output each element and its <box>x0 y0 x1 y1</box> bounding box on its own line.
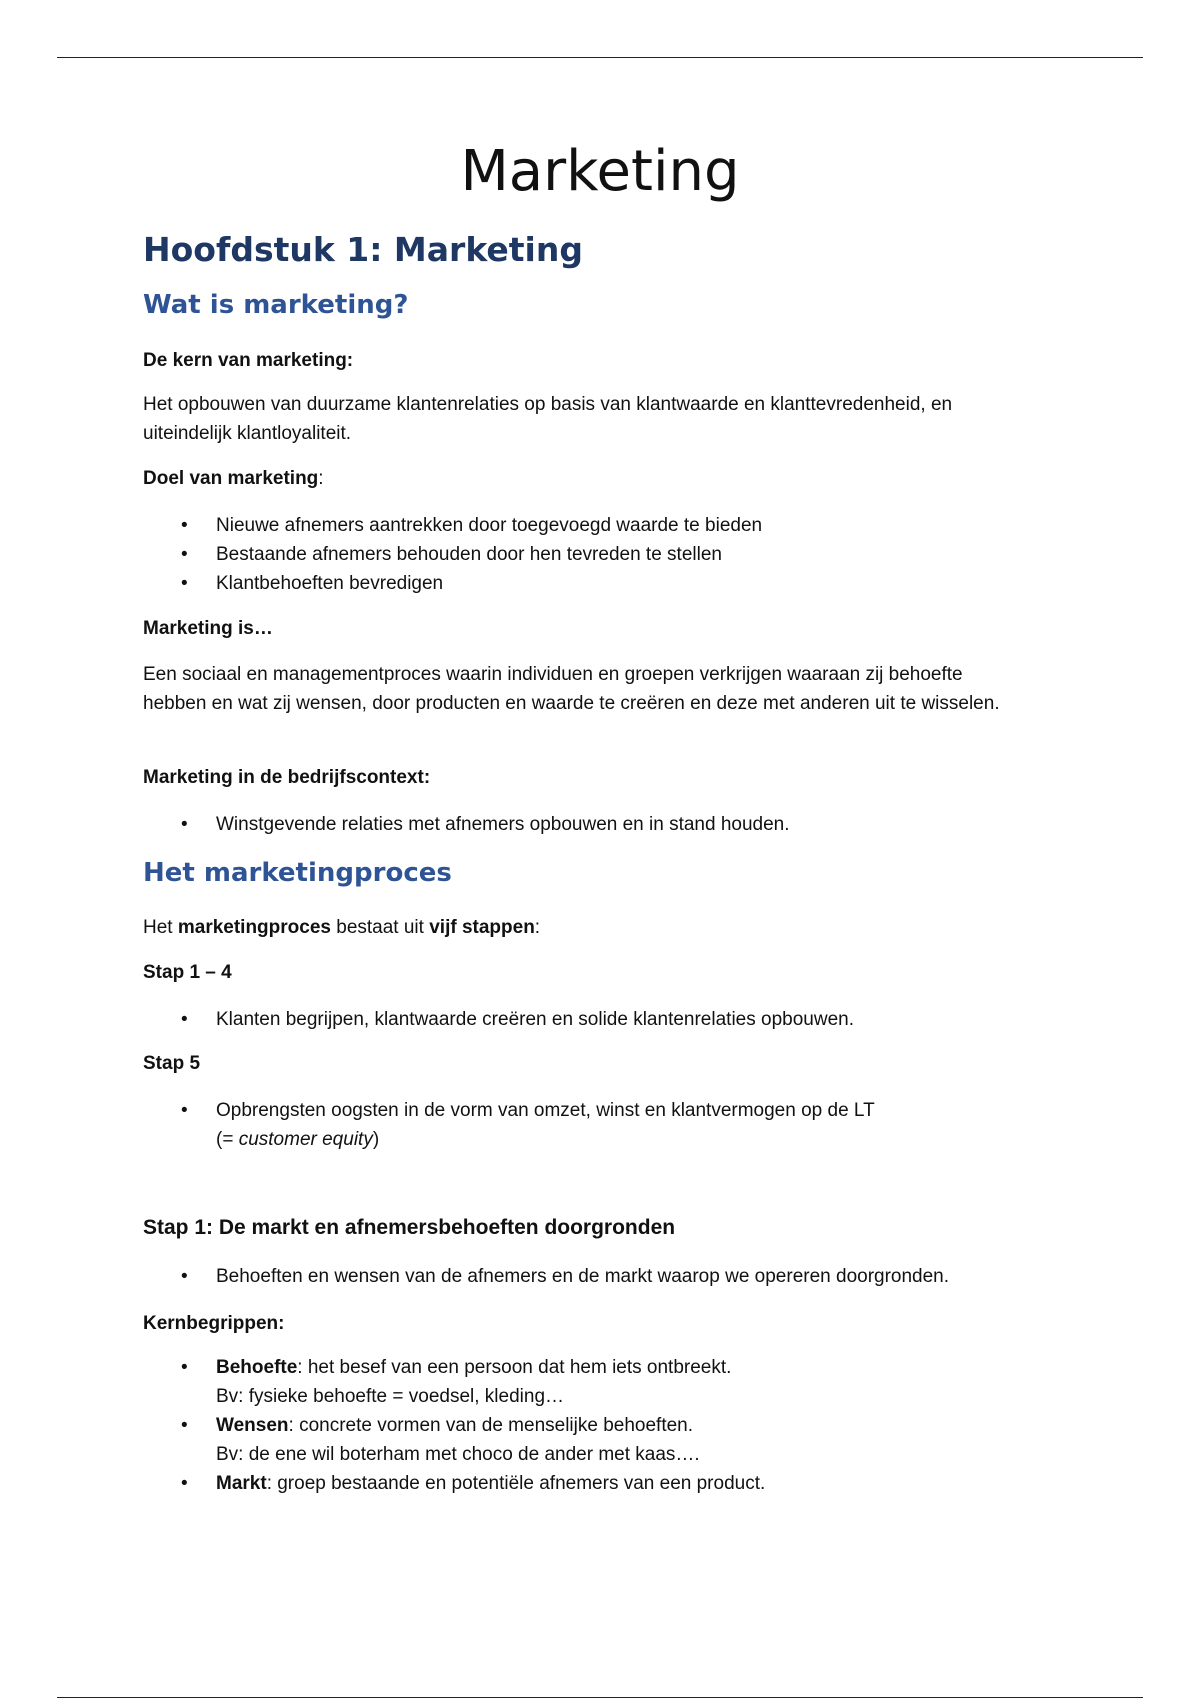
stap-1-list <box>143 1262 1023 1291</box>
bullet-icon: • <box>181 1266 188 1287</box>
bullet-icon: • <box>181 544 188 565</box>
kern-text: Het opbouwen van duurzame klantenrelaties op basis van klantwaarde en klanttevredenheid, en uiteindelijk klantloyaliteit. <box>143 394 953 444</box>
stap-1-4-list <box>143 1005 1023 1034</box>
bullet-icon: • <box>181 1009 188 1030</box>
section-heading-wat-is-marketing: Wat is marketing? <box>143 290 409 320</box>
list-item: • Winstgevende relaties met afnemers opbouwen en in stand houden. <box>143 810 1023 839</box>
marketing-is-label: Marketing is… <box>143 618 273 639</box>
chapter-heading: Hoofdstuk 1: Marketing <box>143 230 583 269</box>
bullet-icon: • <box>181 1473 188 1494</box>
list-item: • Opbrengsten oogsten in de vorm van omzet, winst en klantvermogen op de LT (= customer equity) <box>143 1096 1023 1154</box>
bullet-icon: • <box>181 1357 188 1378</box>
list-item: • Bestaande afnemers behouden door hen tevreden te stellen <box>143 540 1023 569</box>
doel-label-line <box>143 464 1023 493</box>
bullet-icon: • <box>181 814 188 835</box>
list-item: • Markt: groep bestaande en potentiële afnemers van een product. <box>143 1469 1023 1498</box>
context-list <box>143 810 1023 839</box>
bullet-icon: • <box>181 1100 188 1121</box>
kernbegrippen-list <box>143 1353 1023 1498</box>
doel-label: Doel van marketing <box>143 468 319 489</box>
bullet-icon: • <box>181 573 188 594</box>
kernbegrippen-label: Kernbegrippen: <box>143 1313 285 1334</box>
list-item: • Klanten begrijpen, klantwaarde creëren en solide klantenrelaties opbouwen. <box>143 1005 1023 1034</box>
kern-label: De kern van marketing: <box>143 350 354 371</box>
marketingproces-intro: Het marketingproces bestaat uit vijf stappen: <box>143 917 541 938</box>
list-item: • Klantbehoeften bevredigen <box>143 569 1023 598</box>
bullet-icon: • <box>181 515 188 536</box>
document-title: Marketing <box>460 139 740 204</box>
list-item: • Wensen: concrete vormen van de menselijke behoeften. Bv: de ene wil boterham met choco de ander met kaas…. <box>143 1411 1023 1469</box>
top-rule <box>57 57 1143 58</box>
list-item: • Behoefte: het besef van een persoon dat hem iets ontbreekt. Bv: fysieke behoefte = voedsel, kleding… <box>143 1353 1023 1411</box>
doel-list <box>143 511 1023 598</box>
bullet-icon: • <box>181 1415 188 1436</box>
stap-1-4-label: Stap 1 – 4 <box>143 962 232 983</box>
stap-5-list <box>143 1096 1023 1154</box>
section-heading-marketingproces: Het marketingproces <box>143 858 452 888</box>
doel-colon: : <box>318 468 324 489</box>
stap-1-heading: Stap 1: De markt en afnemersbehoeften doorgronden <box>143 1216 676 1239</box>
marketing-is-text: Een sociaal en managementproces waarin individuen en groepen verkrijgen waaraan zij behoefte hebben en wat zij wensen, door producten en waarde te creëren en deze met anderen uit te wisselen. <box>143 664 1000 714</box>
list-item: • Behoeften en wensen van de afnemers en de markt waarop we opereren doorgronden. <box>143 1262 1023 1291</box>
list-item: • Nieuwe afnemers aantrekken door toegevoegd waarde te bieden <box>143 511 1023 540</box>
context-label: Marketing in de bedrijfscontext: <box>143 767 431 788</box>
bottom-rule <box>57 1697 1143 1698</box>
stap-5-label: Stap 5 <box>143 1053 201 1074</box>
